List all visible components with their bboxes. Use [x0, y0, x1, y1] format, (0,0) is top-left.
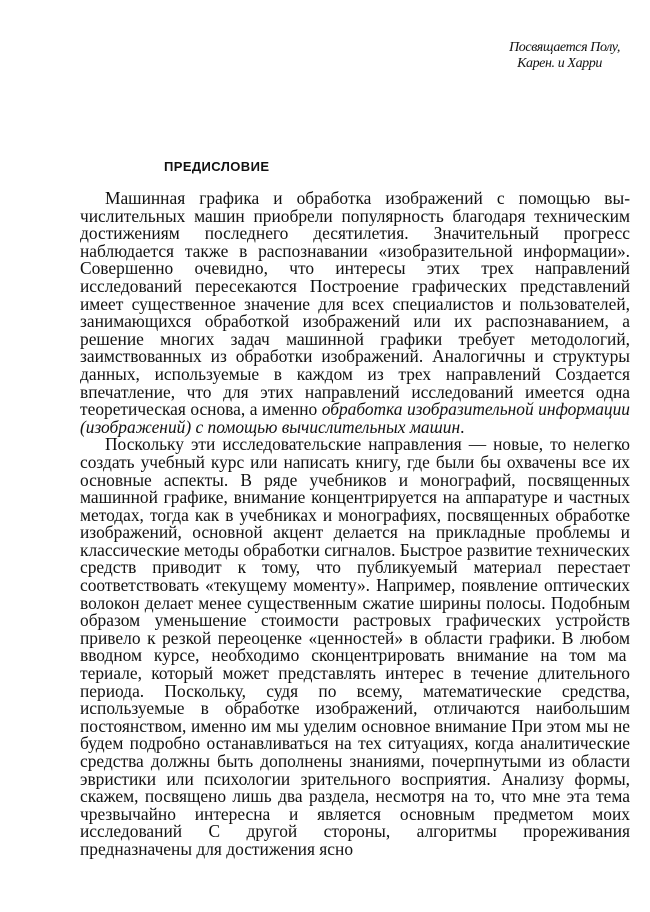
preface-body	[80, 190, 630, 859]
paragraph-2: Поскольку эти исследовательские направления — новые, то нелегко создать учебный курс или написать книгу, где были бы охвачены все их основные аспекты. В ряде учебников и монографий, посвященных машинной графике, внимание концентрируется на аппаратуре и частных методах, тогда как в учебниках и монографиях, посвященных обработке изображений, основной акцент делается на прикладные проблемы и классические методы обработки сигналов. Быстрое развитие технических средств приводит к тому, что публикуемый материал перестает соответствовать «текущему моменту». Например, появление оптических волокон делает менее существенным сжатие ширины полосы. Подобным образом уменьшение стоимости растровых графических устройств привело к резкой переоценке «ценностей» в области графики. В любом вводном курсе, необходимо сконцентрировать внимание на том ма териале, который может представлять интерес в течение длительного периода. Поскольку, судя по всему, математические средства, используемые в обработке изображений, отличаются наибольшим постоянством, именно им мы уделим основное внимание При этом мы не будем подробно останавливаться на тех ситуациях, когда аналитические средства должны быть дополнены знаниями, почерпнутыми из области эвристики или психологии зрительного восприятия. Анализу формы, скажем, посвящено лишь два раздела, несмотря на то, что мне эта тема чрезвычайно интересна и является основным предметом моих исследований С другой стороны, алгоритмы прореживания предназначены для достижения ясно	[80, 434, 630, 859]
section-heading: ПРЕДИСЛОВИЕ	[164, 159, 270, 174]
paragraph-1	[80, 190, 630, 436]
dedication-line-2: Карен. и Харри	[517, 56, 602, 71]
paragraph-1-emphasis: обработка изобразительной информации (изображений) с помощью вычислительных машин	[80, 399, 630, 437]
dedication	[509, 40, 620, 72]
paragraph-1-end: .	[460, 416, 465, 437]
paragraph-1-text: Машинная графика и обработка изображений с помощью вычислительных машин приобрели популярность благодаря техническим достижениям последнего десятилетия. Значительный прогресс наблюдается также в распознавании «изобразительной информации». Совершенно очевидно, что интересы этих трех направлений исследований пересекаются Построение графических представлений имеет существенное значение для всех специалистов и пользователей, занимающихся обработкой изображений или их распознаванием, а решение многих задач машинной графики требует методологий, заимствованных из обработки изображений. Аналогичны и структуры данных, используемые в каждом из трех направлений Создается впечатление, что для этих направлений исследований имеется одна теоретическая основа, а именно	[80, 188, 630, 420]
dedication-line-1: Посвящается Полу,	[509, 40, 620, 55]
